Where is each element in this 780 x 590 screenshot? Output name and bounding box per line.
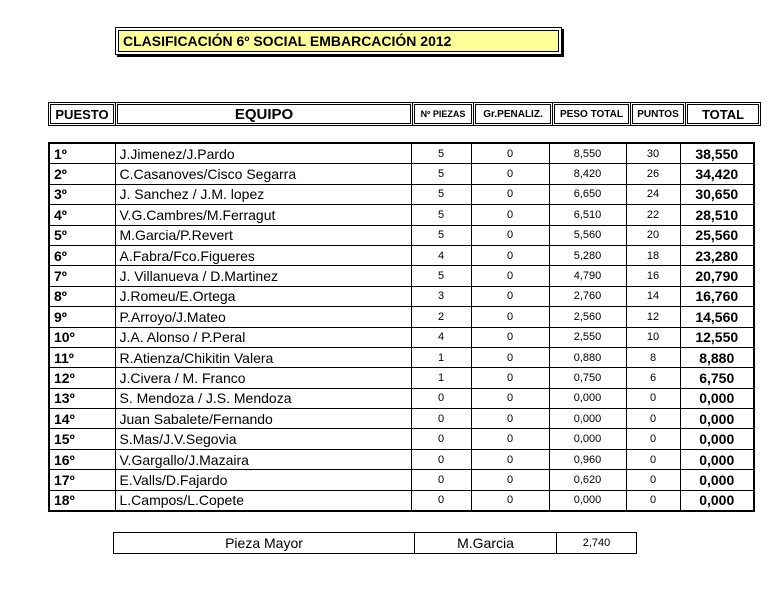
row-penaliz: 0 [471,266,549,286]
row-puntos: 20 [626,225,680,245]
row-total: 0,000 [680,470,754,490]
table-row [49,164,754,184]
table-row [49,245,754,265]
row-peso: 0,960 [549,449,626,469]
row-team: J.A. Alonso / P.Peral [115,327,411,347]
row-total: 28,510 [680,205,754,225]
row-total: 0,000 [680,490,754,511]
footer-name: M.Garcia [415,533,557,554]
row-team: V.G.Cambres/M.Ferragut [115,205,411,225]
row-total: 38,550 [680,143,754,164]
table-row [49,449,754,469]
table-row [49,143,754,164]
row-puntos: 30 [626,143,680,164]
header-peso: PESO TOTAL [553,103,631,126]
row-team: J.Jimenez/J.Pardo [115,143,411,164]
footer-label: Pieza Mayor [114,533,415,554]
row-total: 25,560 [680,225,754,245]
table-row [49,409,754,429]
row-penaliz: 0 [471,184,549,204]
row-team: S.Mas/J.V.Segovia [115,429,411,449]
row-puntos: 18 [626,245,680,265]
row-position: 3º [49,184,115,204]
title-box [115,27,562,55]
header-equipo: EQUIPO [116,103,413,126]
row-total: 0,000 [680,429,754,449]
row-position: 13º [49,388,115,408]
row-total: 12,550 [680,327,754,347]
row-position: 11º [49,347,115,367]
row-penaliz: 0 [471,205,549,225]
row-team: A.Fabra/Fco.Figueres [115,245,411,265]
row-position: 4º [49,205,115,225]
row-puntos: 0 [626,490,680,511]
row-total: 23,280 [680,245,754,265]
table-row [49,266,754,286]
table-row [49,490,754,511]
row-total: 6,750 [680,368,754,388]
row-penaliz: 0 [471,307,549,327]
table-row [49,205,754,225]
row-peso: 0,000 [549,490,626,511]
row-piezas: 4 [411,327,471,347]
row-piezas: 5 [411,184,471,204]
row-penaliz: 0 [471,490,549,511]
row-puntos: 22 [626,205,680,225]
header-puntos: PUNTOS [631,103,686,126]
header-piezas: Nº PIEZAS [413,103,474,126]
row-team: C.Casanoves/Cisco Segarra [115,164,411,184]
header-puesto: PUESTO [49,103,116,126]
classification-table [48,142,755,512]
row-peso: 8,420 [549,164,626,184]
row-peso: 0,880 [549,347,626,367]
row-team: S. Mendoza / J.S. Mendoza [115,388,411,408]
row-team: Juan Sabalete/Fernando [115,409,411,429]
row-piezas: 2 [411,307,471,327]
row-position: 2º [49,164,115,184]
row-total: 30,650 [680,184,754,204]
row-piezas: 5 [411,164,471,184]
table-row [49,429,754,449]
row-piezas: 5 [411,205,471,225]
row-peso: 6,510 [549,205,626,225]
row-position: 10º [49,327,115,347]
row-piezas: 5 [411,225,471,245]
table-row [49,388,754,408]
row-position: 14º [49,409,115,429]
footer-weight: 2,740 [557,533,637,554]
row-team: J. Sanchez / J.M. lopez [115,184,411,204]
row-penaliz: 0 [471,164,549,184]
row-team: J. Villanueva / D.Martinez [115,266,411,286]
row-peso: 0,000 [549,429,626,449]
row-team: J.Civera / M. Franco [115,368,411,388]
row-piezas: 1 [411,368,471,388]
row-piezas: 4 [411,245,471,265]
row-piezas: 5 [411,143,471,164]
row-piezas: 0 [411,388,471,408]
row-total: 34,420 [680,164,754,184]
row-puntos: 16 [626,266,680,286]
row-position: 7º [49,266,115,286]
table-row [49,307,754,327]
row-team: V.Gargallo/J.Mazaira [115,449,411,469]
footer-table [113,532,637,554]
row-peso: 2,550 [549,327,626,347]
table-row [49,225,754,245]
header-total: TOTAL [686,103,761,126]
row-position: 15º [49,429,115,449]
row-piezas: 3 [411,286,471,306]
row-puntos: 0 [626,449,680,469]
row-team: E.Valls/D.Fajardo [115,470,411,490]
row-puntos: 8 [626,347,680,367]
table-row [49,184,754,204]
row-position: 9º [49,307,115,327]
row-position: 6º [49,245,115,265]
row-total: 14,560 [680,307,754,327]
header-penaliz: Gr.PENALIZ. [474,103,553,126]
row-puntos: 6 [626,368,680,388]
row-peso: 4,790 [549,266,626,286]
row-penaliz: 0 [471,429,549,449]
row-puntos: 0 [626,409,680,429]
row-piezas: 5 [411,266,471,286]
row-total: 8,880 [680,347,754,367]
row-peso: 5,280 [549,245,626,265]
row-puntos: 12 [626,307,680,327]
row-piezas: 0 [411,449,471,469]
row-peso: 8,550 [549,143,626,164]
row-team: L.Campos/L.Copete [115,490,411,511]
row-puntos: 10 [626,327,680,347]
row-total: 20,790 [680,266,754,286]
row-peso: 2,760 [549,286,626,306]
row-peso: 2,560 [549,307,626,327]
row-total: 0,000 [680,449,754,469]
row-position: 17º [49,470,115,490]
row-penaliz: 0 [471,245,549,265]
row-team: M.Garcia/P.Revert [115,225,411,245]
row-penaliz: 0 [471,388,549,408]
row-puntos: 0 [626,470,680,490]
row-piezas: 0 [411,409,471,429]
row-team: J.Romeu/E.Ortega [115,286,411,306]
row-puntos: 24 [626,184,680,204]
table-row [49,286,754,306]
row-piezas: 1 [411,347,471,367]
row-puntos: 26 [626,164,680,184]
row-peso: 0,000 [549,409,626,429]
row-total: 0,000 [680,388,754,408]
row-piezas: 0 [411,429,471,449]
table-row [49,470,754,490]
row-piezas: 0 [411,490,471,511]
row-position: 12º [49,368,115,388]
row-position: 1º [49,143,115,164]
table-row [49,368,754,388]
row-team: R.Atienza/Chikitin Valera [115,347,411,367]
row-penaliz: 0 [471,143,549,164]
row-penaliz: 0 [471,368,549,388]
row-peso: 5,560 [549,225,626,245]
row-penaliz: 0 [471,449,549,469]
table-row [49,327,754,347]
row-peso: 0,620 [549,470,626,490]
row-position: 5º [49,225,115,245]
row-peso: 0,000 [549,388,626,408]
row-total: 16,760 [680,286,754,306]
row-team: P.Arroyo/J.Mateo [115,307,411,327]
row-position: 18º [49,490,115,511]
row-puntos: 0 [626,388,680,408]
row-penaliz: 0 [471,470,549,490]
header-table [48,102,761,126]
row-penaliz: 0 [471,409,549,429]
page-title: CLASIFICACIÓN 6º SOCIAL EMBARCACIÓN 2012 [118,30,559,52]
row-penaliz: 0 [471,225,549,245]
row-puntos: 14 [626,286,680,306]
row-total: 0,000 [680,409,754,429]
row-position: 16º [49,449,115,469]
table-row [49,347,754,367]
row-peso: 0,750 [549,368,626,388]
row-peso: 6,650 [549,184,626,204]
row-position: 8º [49,286,115,306]
row-puntos: 0 [626,429,680,449]
row-piezas: 0 [411,470,471,490]
row-penaliz: 0 [471,327,549,347]
row-penaliz: 0 [471,286,549,306]
row-penaliz: 0 [471,347,549,367]
